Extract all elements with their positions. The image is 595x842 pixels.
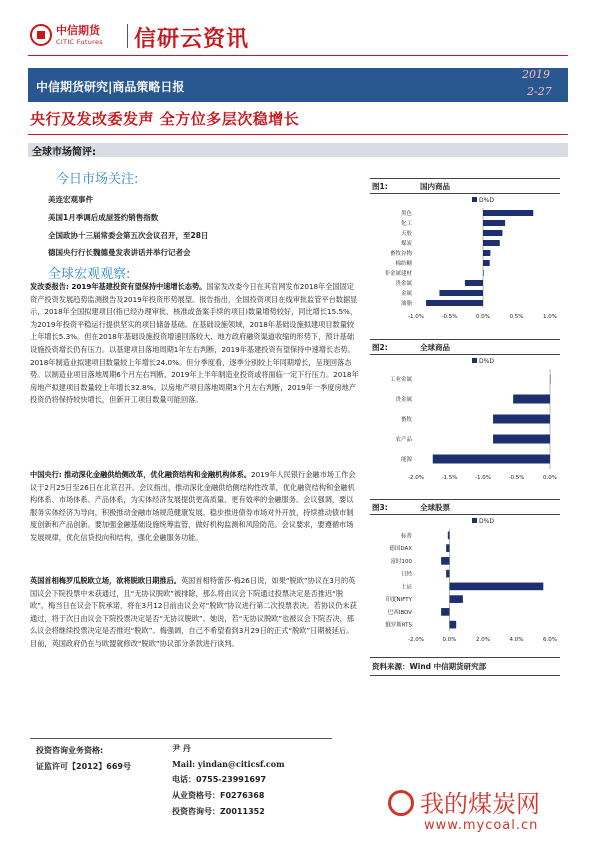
- category-label: 俄罗斯RTS: [385, 622, 412, 629]
- panel-rule: [370, 499, 560, 500]
- fig3-title: 全球股票: [420, 503, 450, 512]
- author-qualification: 从业资格号：F0276368: [172, 791, 265, 800]
- legend-label: D%D: [479, 518, 494, 525]
- citic-logo-icon: [30, 24, 52, 46]
- fig2-label: 图2:: [372, 343, 388, 352]
- paragraph-body: 英国首相特蕾莎·梅26日说，如果“脱欧”协议在3月的英国议会下院投票中未获通过，且“无协议脱欧”被排除，那么将由议会下院通过投票决定是否推迟“脱欧”。梅当日在议会下院承诺，将在3月12日前由议会对“脱欧”协议进行第二次投票表决。若协议仍未获通过，将于次日由议会下院投票决定是否“无协议脱欧”。她说，若“无协议脱欧”也被议会下院否决，那么议会将继续投票决定是否推迟“脱欧”。梅强调，自己不希望看到3月29日的正式“脱欧”日期被延后。目前，英国政府仍在与欧盟就修改“脱欧”协议部分条款进行谈判。: [30, 576, 357, 648]
- panel-rule: [370, 675, 560, 676]
- paragraph-lead: 发改委报告: 2019年基建投资有望保持中速增长态势。: [30, 282, 207, 291]
- panel-rule: [370, 339, 560, 340]
- source-note: 资料来源：Wind 中信期货研究部: [372, 662, 487, 671]
- bar: [483, 270, 484, 276]
- bar: [465, 280, 483, 286]
- tick-label: -0.5%: [441, 314, 458, 320]
- fig2-title: 全球商品: [420, 343, 450, 352]
- header-rule: [28, 55, 568, 56]
- category-label: 上证: [400, 584, 412, 591]
- category-label: 工业金属: [389, 377, 412, 383]
- bar: [550, 375, 551, 384]
- date-md: 2-27: [527, 85, 552, 98]
- bar: [483, 230, 502, 236]
- fig3-chart: [370, 515, 560, 649]
- paragraph-ndrc: [30, 281, 360, 407]
- watermark-url: www.mycoal.cn: [424, 818, 539, 833]
- paragraph-pboc: [30, 469, 360, 545]
- tick-label: 0.5%: [509, 314, 524, 320]
- bar: [450, 621, 457, 629]
- contact-label: 投资咨询业务资格:: [36, 746, 104, 755]
- bar: [441, 608, 449, 616]
- bar: [446, 544, 449, 552]
- bar: [493, 415, 550, 424]
- category-label: 金属: [400, 291, 412, 297]
- bar: [450, 583, 544, 591]
- focus-item: 美国1月季调后成屋签约销售指数: [48, 213, 159, 222]
- category-label: 天胶: [400, 231, 412, 237]
- category-label: 非金属建材: [384, 271, 412, 277]
- tick-label: -1.5%: [441, 475, 458, 481]
- paragraph-lead: 英国首相梅罗瓜脱欧立场，欲将脱欧日期推后。: [30, 576, 181, 585]
- bar: [448, 532, 450, 540]
- bar: [493, 435, 550, 444]
- legend-swatch: [472, 358, 477, 363]
- author-email: Mail: yindan@citicsf.com: [172, 759, 285, 769]
- tick-label: 0.0%: [476, 314, 490, 320]
- mycoal-logo-icon: [388, 790, 414, 816]
- author-consult-no: 投资咨询号：Z0011352: [172, 807, 265, 816]
- banner-title: 中信期货研究|商品策略日报: [36, 80, 185, 94]
- footer-rule: [30, 738, 332, 739]
- bar: [450, 595, 463, 603]
- tick-label: -1.0%: [475, 475, 491, 481]
- tick-label: 6.0%: [543, 637, 557, 643]
- panel-rule: [370, 657, 560, 658]
- logo-divider: [127, 24, 128, 48]
- tick-label: -2.0%: [408, 637, 424, 643]
- section-title: 全球市场简评:: [32, 147, 96, 158]
- category-label: 农产品: [395, 437, 412, 443]
- panel-rule: [370, 178, 560, 179]
- fig1-label: 图1:: [372, 182, 388, 191]
- fig2-chart: [370, 355, 560, 493]
- brand-title: 信研云资讯: [134, 27, 250, 52]
- fig1-chart: [370, 194, 560, 330]
- logo-cn: 中信期货: [56, 24, 100, 37]
- fig1-title: 国内商品: [420, 182, 450, 191]
- macro-heading: 全球宏观观察:: [48, 267, 131, 282]
- category-label: 能源: [400, 457, 412, 463]
- category-label: 棉纺糖: [395, 261, 412, 267]
- bar: [446, 570, 449, 578]
- bar: [483, 220, 505, 226]
- bar: [483, 240, 500, 246]
- author-phone: 电话：0755-23991697: [172, 775, 267, 784]
- bar: [483, 210, 533, 216]
- bar: [439, 290, 483, 296]
- tick-label: 1.0%: [543, 314, 557, 320]
- tick-label: -1.0%: [408, 314, 424, 320]
- section-bar: [28, 143, 568, 157]
- page-title: 央行及发改委发声 全方位多层次稳增长: [30, 110, 300, 128]
- category-label: 畜牧谷物: [389, 251, 412, 257]
- tick-label: -2.0%: [408, 475, 424, 481]
- category-label: 贵金属: [395, 397, 412, 403]
- legend-label: D%D: [479, 197, 494, 204]
- date-year: 2019: [522, 68, 550, 81]
- focus-heading: 今日市场关注:: [56, 172, 139, 187]
- bar: [433, 455, 550, 464]
- paragraph-body: 2019年人民银行金融市场工作会议于2月25日至26日在北京召开。会议指出，推动深化金融供给侧结构性改革，优化融资结构和金融机构体系、市场体系、产品体系，为实体经济发展提供更高质量、更有效率的金融服务。会议强调，要以服务实体经济为导向，积极推动金融市场规范健康发展。稳步推进债券市场对外开放，持续推动债市制度创新和产品创新。要加强金融基础设施统筹监管，做好机构监测和风险防范。会议要求，要遵循市场发展规律，优化信贷投向和结构，强化金融服务功能。: [30, 470, 356, 542]
- title-rule: [28, 134, 568, 135]
- category-label: 日经: [400, 571, 412, 578]
- legend-swatch: [472, 518, 477, 523]
- category-label: 富时100: [390, 558, 412, 565]
- tick-label: 0.0%: [442, 637, 457, 643]
- category-label: 巴西IBOV: [387, 609, 412, 616]
- category-label: 煤炭: [400, 241, 412, 247]
- paragraph-brexit: [30, 575, 360, 651]
- bar: [483, 260, 490, 266]
- bar: [426, 300, 483, 306]
- bar: [513, 395, 550, 404]
- bar: [483, 250, 490, 256]
- category-label: 油脂: [400, 301, 412, 307]
- fig3-label: 图3:: [372, 503, 388, 512]
- category-label: 畜牧: [400, 417, 412, 423]
- category-label: 印度NIFTY: [385, 597, 412, 604]
- tick-label: 0.0%: [543, 475, 557, 481]
- category-label: 贵金属: [395, 281, 412, 287]
- category-label: 标普: [400, 533, 412, 540]
- tick-label: 2.0%: [476, 637, 490, 643]
- tick-label: -0.5%: [508, 475, 525, 481]
- category-label: 黑色: [400, 211, 412, 217]
- watermark-cn: 我的煤炭网: [420, 790, 540, 818]
- focus-item: 全国政协十三届常委会第五次会议召开，至28日: [48, 231, 209, 240]
- focus-item: 美连宏观事件: [48, 195, 93, 204]
- logo-en: CITIC Futures: [56, 38, 103, 46]
- focus-item: 德国央行行长魏德曼发表讲话并举行记者会: [48, 248, 191, 257]
- paragraph-body: 国家发改委今日在其官网发布2018年全国固定资产投资发展趋势监测报告及2019年投资形势展望。报告指出，全国投资项目在线审批监管平台数据显示，2018年全国拟建项目(指已经办理审批、核准或备案手续的项目)数量增势较好，同比增长15.5%，为2019年投资平稳运行提供坚实的项目储备基础。在基础设施领域，2018年基础设施拟建项目数量较上年增长5.3%。但在2018年基础设施投资增速回落较大、地方政府融资渠道收缩的形势下，预计基础设施投资增长仍有压力。以基建项目落地周期1年左右判断，2019年基建投资有望保持中速增长态势。2018年制造业拟建项目数量较上年增长24.0%。但分季度看，逐季分别较上年同期增长，呈现回落态势。以制造业项目落地周期6个月左右判断，2019年上半年制造业投资或将面临一定下行压力。2018年房地产拟建项目数量较上年增长32.8%。以房地产项目落地周期3个月左右判断，2019年一季度房地产投资仍将保持较快增长，但新开工项目数量可能回落。: [30, 282, 359, 405]
- legend-swatch: [472, 197, 477, 202]
- category-label: 化工: [400, 221, 412, 227]
- author-name: 尹 丹: [172, 744, 191, 753]
- paragraph-lead: 中国央行: 推动深化金融供给侧改革，优化融资结构和金融机构体系。: [30, 470, 252, 479]
- tick-label: 4.0%: [509, 637, 524, 643]
- category-label: 德国DAX: [389, 546, 412, 553]
- bar: [441, 557, 449, 565]
- license-no: 证监许可【2012】669号: [36, 762, 131, 771]
- legend-label: D%D: [479, 358, 494, 365]
